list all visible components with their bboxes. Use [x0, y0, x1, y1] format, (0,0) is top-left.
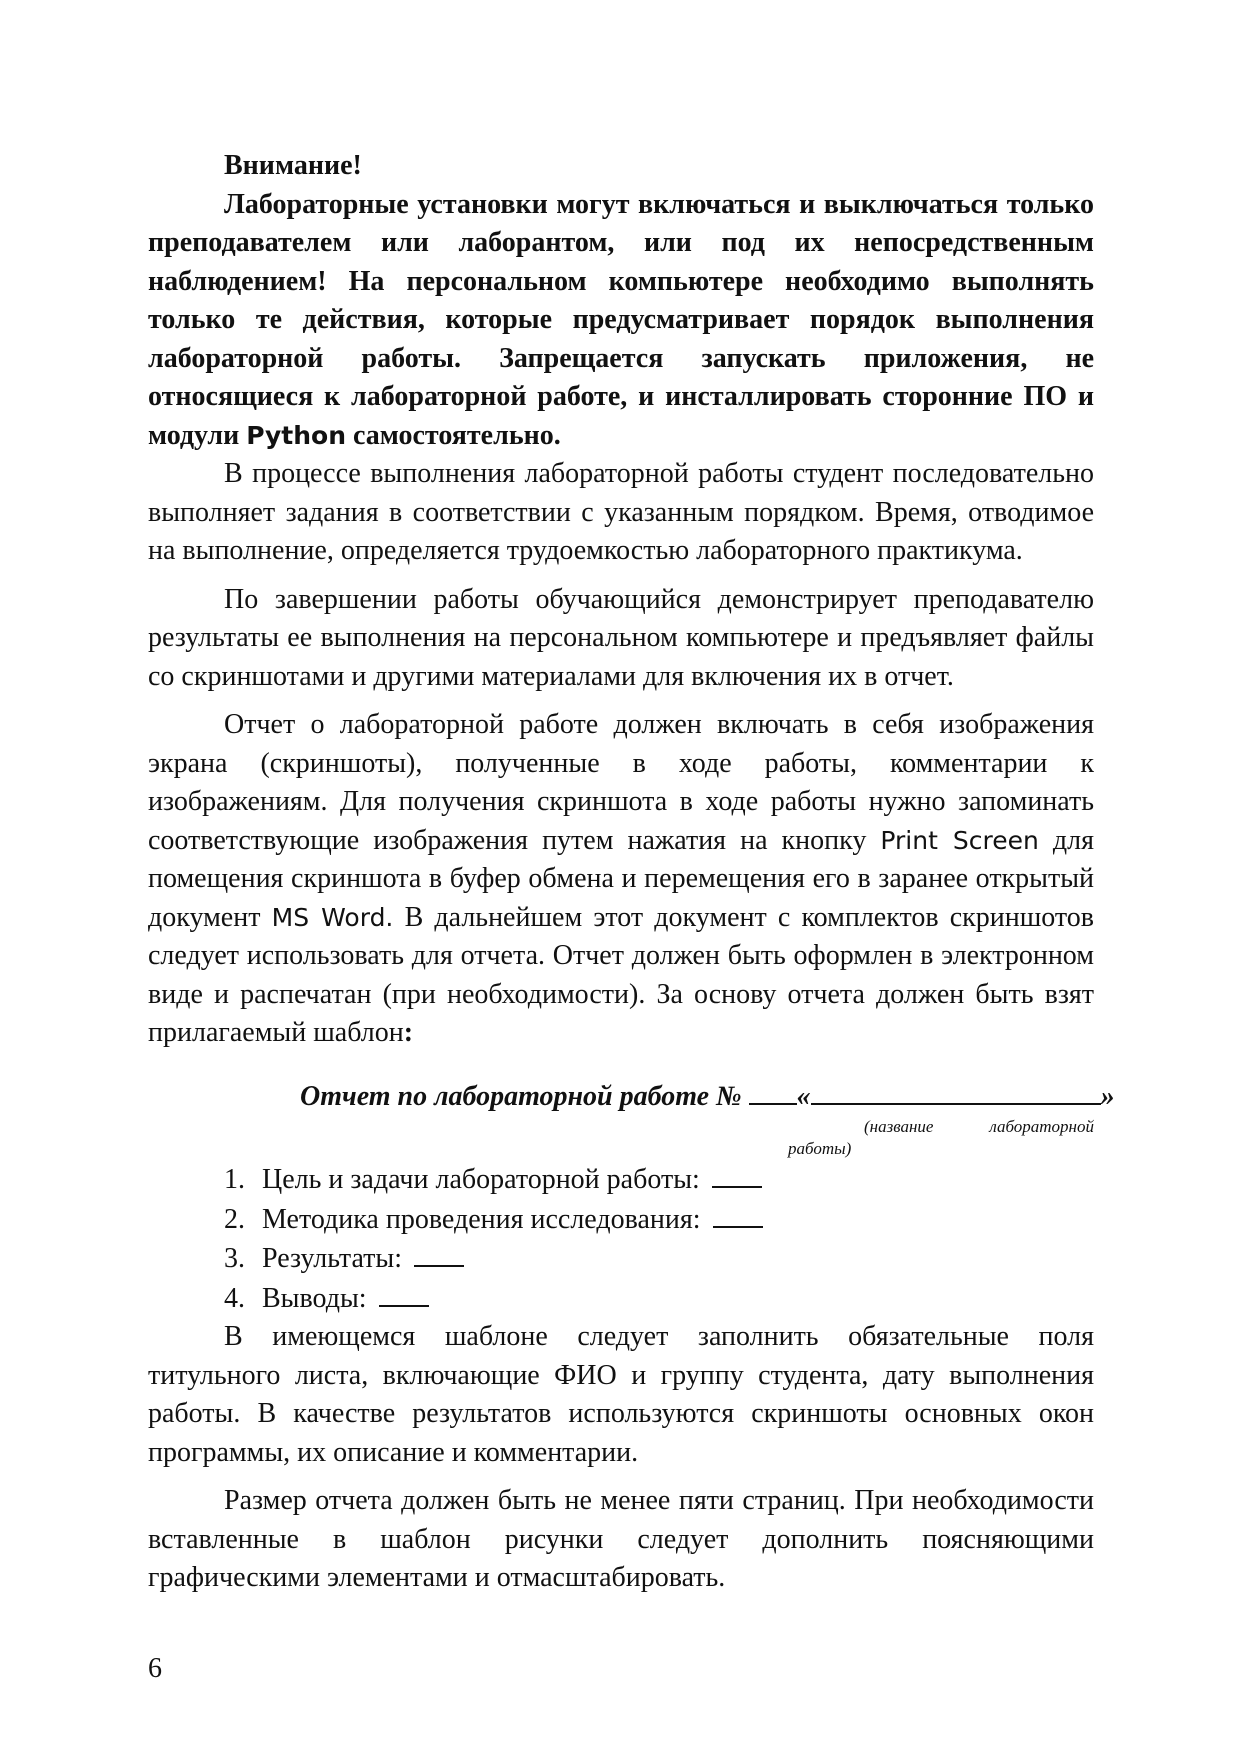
item-number: 2.: [224, 1203, 245, 1235]
paragraph-fill: В имеющемся шаблоне следует заполнить обязательные поля титульного листа, включающие ФИО и группу студента, дату выполнения работы. В качестве результатов используются скриншоты основных окон программы, их описание и комментарии.: [148, 1321, 1094, 1468]
item-label: Выводы:: [262, 1282, 367, 1314]
report-text-part3: В дальнейшем этот документ с комплектов скриншотов следует использовать для отчета. Отчет должен быть оформлен в электронном виде и распечатан (при необходимости). За основу отчета должен быть взят прилагаемый шаблон: [148, 901, 1094, 1048]
report-colon: :: [403, 1017, 414, 1048]
warning-title: Внимание!: [224, 150, 362, 181]
paragraph-size: Размер отчета должен быть не менее пяти страниц. При необходимости вставленные в шаблон рисунки следует дополнить поясняющими графическими элементами и отмасштабировать.: [148, 1485, 1094, 1593]
template-number-blank: [749, 1075, 797, 1105]
spacer: [148, 1053, 1094, 1075]
item-blank: [713, 1200, 763, 1228]
spacer: [148, 571, 1094, 581]
template-title: [148, 1075, 1115, 1117]
report-text-part1: Отчет о лабораторной работе должен включать в себя изображения экрана (скриншоты), полученные в ходе работы, комментарии к изображениям. Для получения скриншота в ходе работы нужно запоминать соответствующие изображения путем нажатия на кнопку: [148, 709, 1094, 856]
page-number: 6: [148, 1653, 162, 1684]
item-blank: [712, 1160, 762, 1188]
warning-python: Python: [246, 420, 347, 450]
item-blank: [414, 1239, 464, 1267]
template-title-text: Отчет по лабораторной работе №: [300, 1080, 742, 1112]
page-content: [148, 147, 1115, 1598]
template-item: [148, 1239, 1094, 1279]
warning-text-part2: самостоятельно.: [353, 419, 561, 451]
item-label: Цель и задачи лабораторной работы:: [262, 1164, 700, 1195]
item-number: 4.: [224, 1282, 245, 1314]
template-name-blank: [811, 1075, 1101, 1105]
warning-paragraph: [148, 186, 1094, 456]
paragraph-completion: По завершении работы обучающийся демонстрирует преподавателю результаты ее выполнения на персональном компьютере и предъявляет файлы со скриншотами и другими материалами для включения их в отчет.: [148, 583, 1094, 692]
warning-text-part1: Лабораторные установки могут включаться и выключаться только преподавателем или лаборантом, или под их непосредственным наблюдением! На персональном компьютере необходимо выполнять только те действия, которые предусматривает порядок выполнения лабораторной работы. Запрещается запускать приложения, не относящиеся к лабораторной работе, и инсталлировать сторонние ПО и модули: [148, 188, 1094, 451]
item-label: Результаты:: [262, 1243, 402, 1274]
template-caption: (название лабораторной работы): [788, 1117, 1094, 1158]
template-item: [148, 1200, 1094, 1240]
template-close-quote: »: [1100, 1080, 1115, 1112]
paragraph-process: В процессе выполнения лабораторной работы студент последовательно выполняет задания в соответствии с указанным порядком. Время, отводимое на выполнение, определяется трудоемкостью лабораторного практикума.: [148, 458, 1094, 566]
item-label: Методика проведения исследования:: [262, 1203, 701, 1235]
template-open-quote: «: [796, 1080, 811, 1112]
item-number: 3.: [224, 1243, 245, 1274]
report-ms-word: MS Word.: [271, 902, 394, 932]
report-text-part2: для помещения скриншота в буфер обмена и перемещения его в заранее открытый документ: [148, 824, 1094, 933]
item-blank: [379, 1279, 429, 1307]
template-items: [148, 1160, 1094, 1318]
template-item: [148, 1279, 1094, 1319]
report-print-screen: Print Screen: [880, 825, 1039, 855]
item-number: 1.: [224, 1164, 245, 1195]
template-item: [148, 1160, 1094, 1200]
spacer: [148, 696, 1094, 706]
spacer: [148, 1472, 1094, 1482]
paragraph-report: [148, 706, 1094, 1053]
